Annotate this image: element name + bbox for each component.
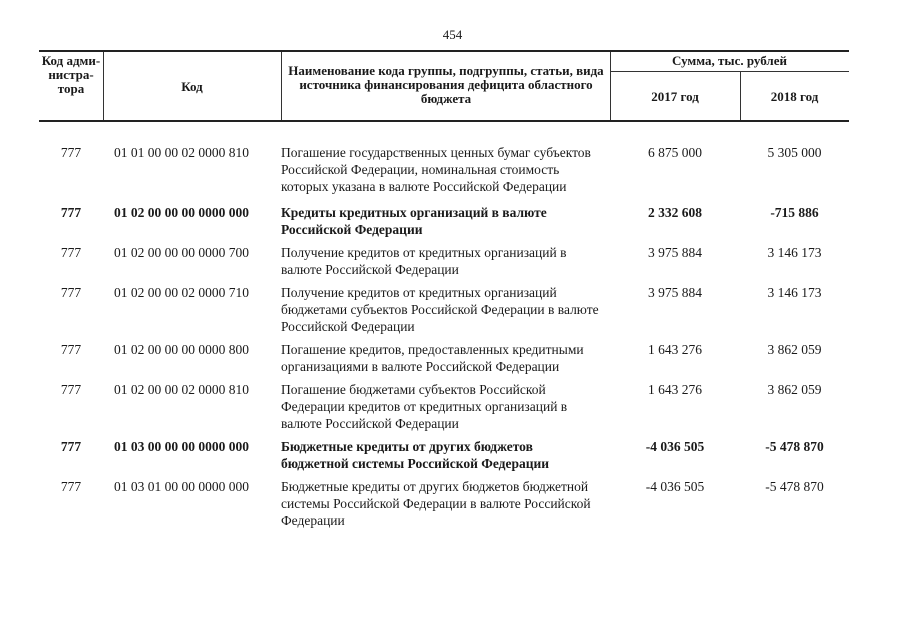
- admin-code: 777: [60, 205, 82, 220]
- amount-2018: 3 862 059: [767, 342, 822, 357]
- budget-code: 01 03 00 00 00 0000 000: [114, 439, 249, 454]
- item-name: Кредиты кредитных организаций в валюте Российской Федерации: [281, 205, 547, 237]
- table-row: [39, 204, 849, 238]
- item-name: Получение кредитов от кредитных организаций в валюте Российской Федерации: [281, 245, 567, 277]
- amount-2018: 5 305 000: [767, 145, 822, 160]
- item-name: Погашение государственных ценных бумаг субъектов Российской Федерации, номинальная стоимость которых указана в валюте Российской Федерации: [281, 145, 591, 194]
- item-name: Получение кредитов от кредитных организаций бюджетами субъектов Российской Федерации в валюте Российской Федерации: [281, 285, 599, 334]
- table-header: [39, 50, 849, 122]
- admin-code: 777: [60, 342, 82, 357]
- page-number: 454: [442, 27, 463, 42]
- amount-2017: 6 875 000: [648, 145, 702, 160]
- amount-2018: 3 146 173: [767, 245, 822, 260]
- amount-2017: 1 643 276: [648, 382, 702, 397]
- amount-2018: -5 478 870: [765, 479, 824, 494]
- table-row: [39, 284, 849, 335]
- table-row: [39, 381, 849, 432]
- table-row: [39, 478, 849, 529]
- budget-code: 01 02 00 00 00 0000 700: [114, 245, 249, 260]
- amount-2018: 3 146 173: [767, 285, 822, 300]
- header-sum: Сумма, тыс. рублей: [672, 53, 787, 68]
- table-row: [39, 144, 849, 195]
- admin-code: 777: [60, 382, 82, 397]
- table-row: [39, 438, 849, 472]
- header-admin-code: Код адми-нистра-тора: [41, 53, 101, 96]
- amount-2018: -715 886: [770, 205, 819, 220]
- header-year-2017: 2017 год: [651, 89, 699, 104]
- header-year-2018: 2018 год: [770, 89, 819, 104]
- budget-code: 01 02 00 00 02 0000 710: [114, 285, 249, 300]
- amount-2017: -4 036 505: [645, 439, 705, 454]
- admin-code: 777: [60, 285, 82, 300]
- table-body: [39, 144, 849, 529]
- item-name: Бюджетные кредиты от других бюджетов бюджетной системы Российской Федерации в валюте Российской Федерации: [281, 479, 591, 528]
- admin-code: 777: [60, 145, 82, 160]
- budget-code: 01 03 01 00 00 0000 000: [114, 479, 249, 494]
- amount-2017: 2 332 608: [648, 205, 702, 220]
- table-row: [39, 244, 849, 278]
- amount-2017: 1 643 276: [648, 342, 702, 357]
- budget-code: 01 01 00 00 02 0000 810: [114, 145, 249, 160]
- table-row: [39, 341, 849, 375]
- budget-code: 01 02 00 00 00 0000 800: [114, 342, 249, 357]
- amount-2017: 3 975 884: [648, 245, 702, 260]
- budget-code: 01 02 00 00 02 0000 810: [114, 382, 249, 397]
- item-name: Погашение бюджетами субъектов Российской Федерации кредитов от кредитных организаций в валюте Российской Федерации: [281, 382, 568, 431]
- item-name: Бюджетные кредиты от других бюджетов бюджетной системы Российской Федерации: [281, 439, 550, 471]
- header-code: Код: [181, 79, 203, 94]
- amount-2017: 3 975 884: [648, 285, 702, 300]
- header-divider: [281, 52, 282, 120]
- budget-code: 01 02 00 00 00 0000 000: [114, 205, 249, 220]
- admin-code: 777: [60, 245, 82, 260]
- admin-code: 777: [60, 479, 82, 494]
- admin-code: 777: [60, 439, 82, 454]
- header-name: Наименование кода группы, подгруппы, статьи, вида источника финансирования дефицита областного бюджета: [288, 63, 604, 106]
- header-divider: [610, 71, 849, 72]
- amount-2018: 3 862 059: [767, 382, 822, 397]
- amount-2018: -5 478 870: [765, 439, 824, 454]
- item-name: Погашение кредитов, предоставленных кредитными организациями в валюте Российской Федерации: [281, 342, 584, 374]
- amount-2017: -4 036 505: [645, 479, 705, 494]
